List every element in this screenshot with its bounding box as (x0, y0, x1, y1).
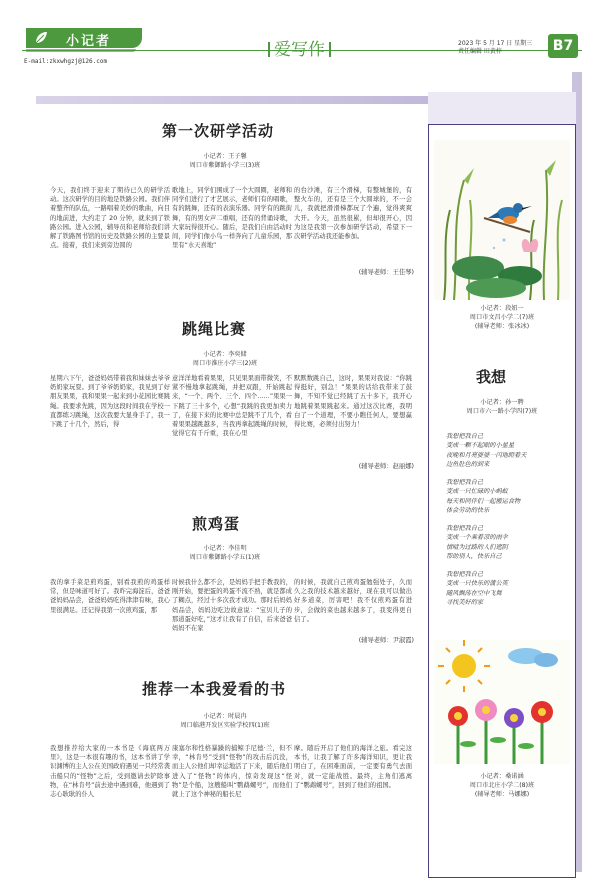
article-title: 跳绳比赛 (182, 320, 247, 338)
article-byline: 小记者：李佳明 周口市紫御路小学五(1)班 (189, 545, 261, 561)
teacher-credit: (辅导老师：王佳琴) (358, 269, 414, 276)
poem-title: 我想 (476, 368, 507, 386)
painting-caption-top: 小记者：段妞一 周口市文昌小学二(7)班 (辅导老师：张冰冰) (469, 305, 535, 330)
article-column: 默默数跳自己，这时，果果对我说：“你跳得挺好，别急！”果果的话给我带来了鼓舞，不知不觉已经跳了五十多下，我开心地跳着果果跳起来。通过这次比赛，我明白了一个道理，不要小瞧任何人，要想赢得比赛，必须付出努力！ (294, 375, 412, 429)
article-column: 的时候，我就自己煎鸡蛋勉强处子，久而久之我的技术越来越好，现在我可以做出好多道菜，厉害吧！我不仅煎鸡蛋有进步，会做的菜也越来越多了，我变得更自信了。 (294, 579, 412, 623)
article-column: 时候我什么都不会，是妈妈手把手教我的，刚开始，要把蛋的鸡蛋不流不熟，就是都成了糊点，经过十多次我才成功。那时后妈妈妈品尝，妈妈边吃边故意说：“宝贝儿子的那道蛋好吃，”这才让我有了自信，后来爸爸妈妈不在家 (172, 579, 292, 633)
article-column: 我的拿手菜是煎鸡蛋，别看我煎的鸡蛋样常，但是味道可好了。我昨完海淀后，爸爸爸妈妈品尝，爸爸妈妈吃得津津有味，我心里很满足。还记得我第一次煎鸡蛋，那 (50, 579, 170, 614)
teacher-credit: (辅导老师：尹淑霞) (358, 637, 414, 644)
section-title: 爱写作 (264, 35, 335, 60)
article-column: 意洋洋地看着果果，只见果果面带微笑，不紧不慢地拿起跳绳，并把双跟，开始跳起来，“一个、两个、三个、四个……”果果一下跳了三十多个，心想“我跳的我更加卖力了，在接下来的比赛中总是跳不了几个，看着果果越跳越多，当我再拿起跳绳的时候，觉得它有千斤重，我在心里 (172, 375, 292, 438)
poem-byline: 小记者：孙一聘 周口市六一路小学四(7)班 (466, 399, 538, 415)
date-line: 2023 年 5 月 17 日 星期三 (458, 40, 533, 47)
poem-stanza: 我想把我自己 变成一只快乐的蒲公英 随风飘荡在空中飞舞 寻找美好的家 (446, 571, 508, 607)
article-column: 摩。随后开启了他们的海洋之旅。看完这本书，让我了解了许多海洋知识，更让我明白了，在困难面前，一定要有勇气去面对，就一定能战胜。最终，主角们逃离了“鹦鹉螺号”，回到了他们的祖国。 (294, 745, 412, 789)
article-title: 推荐一本我爱看的书 (142, 680, 287, 698)
article-byline: 小记者：时晨冉 周口临港开发区实验学校四(1)班 (180, 713, 270, 729)
leaf-icon (34, 31, 48, 45)
article-column: 我想推荐给大家的一本书是《海底两万里》，这是一本很有趣的书，这本书讲了学识渊博的主人公在美国政府遇见一只经常袭击船只的“怪物”之后，受到邀请去铲除事物，在“林肯号”前去途中遇到难，他遇到了志心耿耿的仆人 (50, 745, 170, 799)
poem-stanza: 我想把我自己 变成一只忙碌的小蚂蚁 每天和同伴们一起搬运食物 体会劳动的快乐 (446, 479, 521, 515)
article-column: 的台沙滩，有三个滑梯，有整城堡的，有整火车的，还有是三个大圆球的，不一会儿，我就把滑滑梯都玩了个遍，觉得爽爽大开。今天，虽然很累，但却很开心，因为这是我第一次参加研学活动，希望下一次研学活动我还能参加。 (294, 187, 412, 241)
top-decor-bar (36, 96, 428, 104)
logo-text: 小记者 (66, 34, 112, 49)
teacher-credit: (辅导老师：赵丽娜) (358, 463, 414, 470)
kingfisher-painting (434, 140, 570, 300)
article-column: 歌地上，同学们围成了一个大圆圈，老师和同学们进行了才艺展示，老师们有的唱歌，有的跳舞，还有的表演乐器。同学有的跳街舞，有的男女声二重唱，还有的背诵诗歌，大家玩得很开心。随后，是我们自由活动时间，同学们像小鸟一样奔向了儿童乐园，那里有“水天喜地” (172, 187, 292, 250)
article-title: 煎鸡蛋 (192, 515, 241, 533)
poem-stanza: 我想把我自己 变成一颗不起眼的小星星 夜晚和月亮婆婆一闪地瞪着天 边鱼肚色的到来 (446, 433, 527, 469)
article-column: 今天，我们终于迎来了期待已久的研学活动。这次研学的目的地是铁路公园。我们伴着整齐的队伍，一路唱着美妙的歌曲，向目的地前进，大约走了 20 分钟，就来到了铁路公园。进入公园，辅导员和老师给我们讲解了铁路图书馆的历史及铁路公园的主要景点。接着，我们来到旁边圆的 (50, 187, 170, 250)
article-column: 康塞尔和性格暴躁的捕鲸手尼德·兰，但不幸，“林肯号”受到“怪物”的攻击后沉没，而主人公他们却幸运地活了下来，随后他们进入了“怪物”的体内，惊奇发现这“怪物”是个船，这艘船叫“鹦鹉螺号”，而他们就上了这个神秘的船长尼 (172, 745, 292, 799)
flowers-painting (434, 640, 570, 764)
article-title: 第一次研学活动 (162, 122, 275, 140)
page-number: B7 (548, 34, 578, 58)
email-line: E-mail:zkxwhgzj@126.com (24, 58, 108, 65)
newspaper-logo (26, 28, 146, 50)
article-byline: 小记者：王子馨 周口市紫御路小学三(3)班 (189, 153, 261, 169)
editor-line: 责任编辑 田黄梓 (458, 48, 502, 55)
article-column: 星期六下午，爸爸妈妈带着我和妹妹去爷爷奶奶家玩耍。到了爷爷奶奶家，我见到了好朋友果果，我和果果一起来到小花园比赛跳绳。我要求先跳，因为这段时间我在学校一直都练习跳绳，这次我要大显身手了，我一下跳了十几个，然后，得 (50, 375, 170, 429)
poem-stanza: 我想把我自己 变成一个乘着凉的雨伞 情晴为过路的人们遮阴 帮助别人，快乐自己 (446, 525, 508, 561)
date-block (458, 40, 532, 56)
article-byline: 小记者：李奕储 周口市淮庄小学三(2)班 (192, 351, 258, 367)
painting-caption-bottom: 小记者：桑诺涵 周口市北庄小学二(8)班 (辅导老师：马娜娜) (469, 773, 535, 798)
